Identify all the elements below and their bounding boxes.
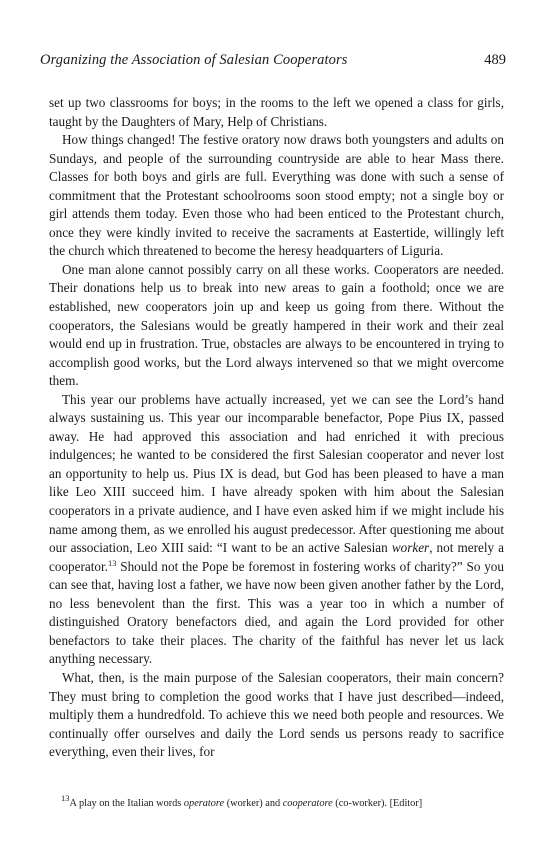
footnote-marker: 13 <box>61 793 70 803</box>
page-number: 489 <box>484 52 506 68</box>
footnote-text <box>70 798 423 809</box>
footnote-reference: 13 <box>107 557 117 568</box>
text-run: How things changed! The festive oratory now draws both youngsters and adults on Sundays, and people of the surrounding countryside are able to hear Mass there. Classes for both boys and girls are full. Everything was done with such a sense of commitment that the Protestant schoolrooms soon stood empty; not a single boy or girl attends them today. Even those who had been enticed to the Protestant church, once they were kindly invited to receive the sacraments at Eastertide, willingly left the church which threatened to become the heresy headquarters of Liguria. <box>49 132 504 259</box>
paragraph-1 <box>49 94 504 131</box>
paragraph-2 <box>49 131 504 261</box>
running-title: Organizing the Association of Salesian Cooperators <box>40 52 348 68</box>
page-header <box>40 52 506 72</box>
text-run: , not merely a cooperator. <box>49 540 504 574</box>
italic-text: operatore <box>183 798 225 809</box>
italic-text: cooperatore <box>282 798 333 809</box>
text-run: A play on the Italian words <box>69 798 184 809</box>
body-text <box>49 94 504 762</box>
text-run: This year our problems have actually increased, yet we can see the Lord’s hand always sustaining us. This year our incomparable benefactor, Pope Pius IX, passed away. He had approved this association and had enriched it with precious indulgences; he wanted to be considered the first Salesian cooperator and never lost an opportunity to help us. Pius IX is dead, but God has been pleased to have a man like Leo XIII succeed him. I have already spoken with him about the Salesian cooperators in a private audience, and I have even asked him if we might include his name among them, as we enrolled his august predecessor. After questioning me about our association, Leo XIII said: “I want to be an active Salesian <box>49 391 504 556</box>
text-run: One man alone cannot possibly carry on all these works. Cooperators are needed. Their donations help us to break into new areas to gain a foothold; once we are established, new cooperators join up and keep us going from there. Without the cooperators, the Salesians would be greatly hampered in their work and their zeal would end up in frustration. True, obstacles are always to be encountered in trying to accomplish good works, but the Lord always intervened so that we might overcome them. <box>49 261 504 389</box>
italic-text: worker <box>391 540 430 556</box>
text-run: (worker) and <box>224 798 283 809</box>
paragraph-4 <box>49 391 504 669</box>
text-run: Should not the Pope be foremost in fostering works of charity?” So you can see that, having lost a father, we have now been given another father by the Lord, no less benevolent than the first. This was a year too in which a number of distinguished Oratory benefactors died, and again the Lord provided for other benefactors to take their places. The charity of the faithful has never let us lack anything necessary. <box>49 558 504 667</box>
text-run: set up two classrooms for boys; in the rooms to the left we opened a class for girls, taught by the Daughters of Mary, Help of Christians. <box>49 95 504 129</box>
text-run: What, then, is the main purpose of the Salesian cooperators, their main concern? They must bring to completion the good works that I have just described—indeed, multiply them a hundredfold. To achieve this we need both people and resources. We continually offer ourselves and daily the Lord sends us persons ready to sacrifice everything, even their lives, for <box>49 669 504 760</box>
paragraph-5 <box>49 669 504 762</box>
text-run: (co-worker). [Editor] <box>332 798 423 809</box>
footnote <box>49 793 504 811</box>
paragraph-3 <box>49 261 504 391</box>
